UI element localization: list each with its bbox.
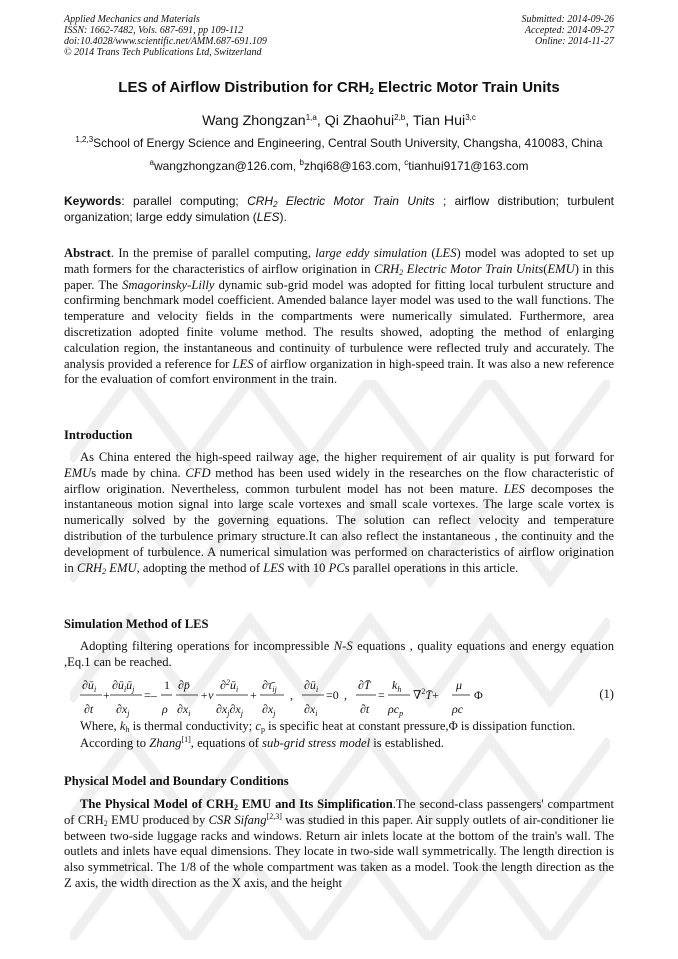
svg-text:∂2ūi: $\partial^2ū_i$	[220, 678, 239, 694]
dates-header	[522, 14, 615, 47]
author-name: Wang Zhongzan	[202, 113, 306, 129]
svg-text:+: +	[103, 688, 110, 702]
author-list: Wang Zhongzan$^{1,a}$, Qi Zhaohui$^{2,b}$, Tian Hui$^{3,c}$	[202, 113, 476, 129]
svg-text:∂ūiūj: $\partial ū_iū_j$	[112, 678, 135, 694]
email-link[interactable]: wangzhongzan@126.com	[153, 159, 293, 173]
equation-1	[80, 675, 614, 721]
doi-link[interactable]: doi:10.4028/www.scientific.net/AMM.687-691.109	[64, 36, 267, 47]
email-link[interactable]: zhqi68@163.com	[304, 159, 398, 173]
equation-number: (1)	[599, 687, 614, 701]
accepted-date: Accepted: 2014-09-27	[524, 25, 614, 36]
abstract: Abstract. In the premise of parallel computing, large eddy simulation (LES) model was adopted to set up math formers for the characteristics of airflow origination in $CRH_2$ Electric Motor Train Units(EMU) in this paper. The Smagorinsky-Lilly dynamic sub-grid model was adopted for fitting local turbulent structure and confirming benchmark model coefficient. Amended balance layer model was used to the wall functions. The temperature and velocity fields in the compartments were numerically simulated. Furthermore, area discretization adopted finite volume method. The results showed, adopting the method of enlarging calculation region, the instantaneous and continuity of turbulence were reflected truly and accurately. The analysis provided a reference for LES of airflow organization in high-speed train. It was also a new reference for the evaluation of comfort environment in the train.	[64, 246, 614, 387]
svg-text:ρc: ρc	[452, 702, 464, 716]
journal-name: Applied Mechanics and Materials	[64, 14, 200, 25]
email-link[interactable]: tianhui9171@163.com	[408, 159, 529, 173]
copyright-line: © 2014 Trans Tech Publications Ltd, Switzerland	[64, 47, 262, 58]
introduction-paragraph: As China entered the high-speed railway age, the higher requirement of air quality is put forward for EMUs made by china. CFD method has been used widely in the researches on the flow characteristic of airflow origination. Nevertheless, common turbulent model has not been mature. LES decomposes the instantaneous motion signal into large scale vortexes and small scale vortexes. The large scale vortex is numerically solved by the governing equations. The solution can reflect velocity and temperature distribution of the turbulence primary structure.It can also reflect the instantaneous , the continuity and the development of turbulence. A numerical simulation was performed on characteristics of airflow origination in $CRH_2$ EMU, adopting the method of LES with 10 PCs parallel operations in this article.	[64, 450, 614, 576]
svg-text:∂xj: $\partial x_j$	[262, 702, 276, 718]
svg-text:∂ūi: $\partial ū_i$	[304, 678, 319, 694]
svg-text:1: 1	[164, 678, 170, 692]
svg-text:∂xi: $\partial x_i$	[177, 702, 191, 718]
svg-text:Φ: Φ	[474, 688, 483, 702]
keywords: Keywords: parallel computing; $CRH_2$ Electric Motor Train Units ; airflow distribution; turbulent organization; large eddy simulation (LES).	[64, 194, 614, 224]
svg-text:,: ,	[344, 688, 347, 702]
according-line: According to Zhang[1], equations of sub-grid stress model is established.	[80, 735, 444, 750]
svg-text:ρcp: $\rho c_p$	[388, 702, 404, 718]
svg-text:∂p̄: ∂p̄	[178, 678, 190, 692]
submitted-date: Submitted: 2014-09-26	[521, 14, 614, 25]
paper-title: LES of Airflow Distribution for $CRH_2$ Electric Motor Train Units	[118, 79, 560, 96]
section-heading-introduction: Introduction	[64, 428, 133, 442]
online-date: Online: 2014-11-27	[535, 36, 614, 47]
svg-text:∂xi: $\partial x_i$	[304, 702, 318, 718]
simulation-paragraph: Adopting filtering operations for incompressible N-S equations , quality equations and energy equation ,Eq.1 can be reached.	[64, 639, 615, 669]
svg-text:=0: =0	[326, 688, 339, 702]
svg-text:∂xj: $\partial x_j$	[116, 702, 130, 718]
author-emails: $^a$wangzhongzan@126.com, $^b$zhqi68@163.com, $^c$tianhui9171@163.com	[149, 158, 529, 173]
svg-text:∇2T̄+: ∇$^2$T̄+	[413, 687, 439, 702]
svg-text:μ: μ	[456, 678, 463, 692]
author-name: Qi Zhaohui	[324, 113, 395, 129]
svg-text:=: =	[378, 688, 385, 702]
svg-text:∂ūi: $\partial ū_i$	[82, 678, 97, 694]
svg-text:kh: $k_h$	[392, 678, 402, 694]
svg-text:∂τ̄ij: $\partial\taū_{ij}$	[262, 678, 277, 694]
svg-text:+: +	[250, 688, 257, 702]
author-name: Tian Hui	[412, 113, 466, 129]
svg-text:∂t: ∂t	[84, 702, 94, 716]
svg-text:,: ,	[290, 688, 293, 702]
journal-header	[64, 14, 267, 58]
svg-text:∂xj∂xj: $\partial x_j\partial x_j$	[216, 702, 243, 718]
svg-text:+ν: +ν	[200, 688, 214, 702]
section-heading-physical-model: Physical Model and Boundary Conditions	[64, 774, 289, 788]
affiliation: $^{1,2,3}$School of Energy Science and Engineering, Central South University, Changsha, 410083, China	[75, 135, 603, 150]
issn-line: ISSN: 1662-7482, Vols. 687-691, pp 109-112	[64, 25, 244, 36]
where-line: Where, $k_h$ is thermal conductivity; $c_p$ is specific heat at constant pressure,Φ is dissipation function.	[80, 719, 576, 734]
physical-model-paragraph: The Physical Model of $CRH_2$ EMU and Its Simplification.The second-class passengers' compartment of $CRH_2$ EMU produced by CSR Sifang[2,3] was studied in this paper. Air supply outlets of air-conditioner lie between two-side luggage racks and windows. Return air inlets locate at the bottom of the train's wall. The outlets and inlets have equal dimensions. They locate in two-side wall symmetrically. The length direction is also symmetrical. The 1/8 of the whole compartment was taken as a model. Took the length direction as the Z axis, the width direction as the X axis, and the height	[64, 797, 615, 890]
svg-text:=–: =–	[144, 688, 157, 702]
section-heading-simulation: Simulation Method of LES	[64, 617, 209, 631]
svg-text:∂T̄: ∂T̄	[358, 678, 371, 692]
svg-text:∂t: ∂t	[360, 702, 370, 716]
svg-text:ρ: ρ	[162, 702, 168, 716]
